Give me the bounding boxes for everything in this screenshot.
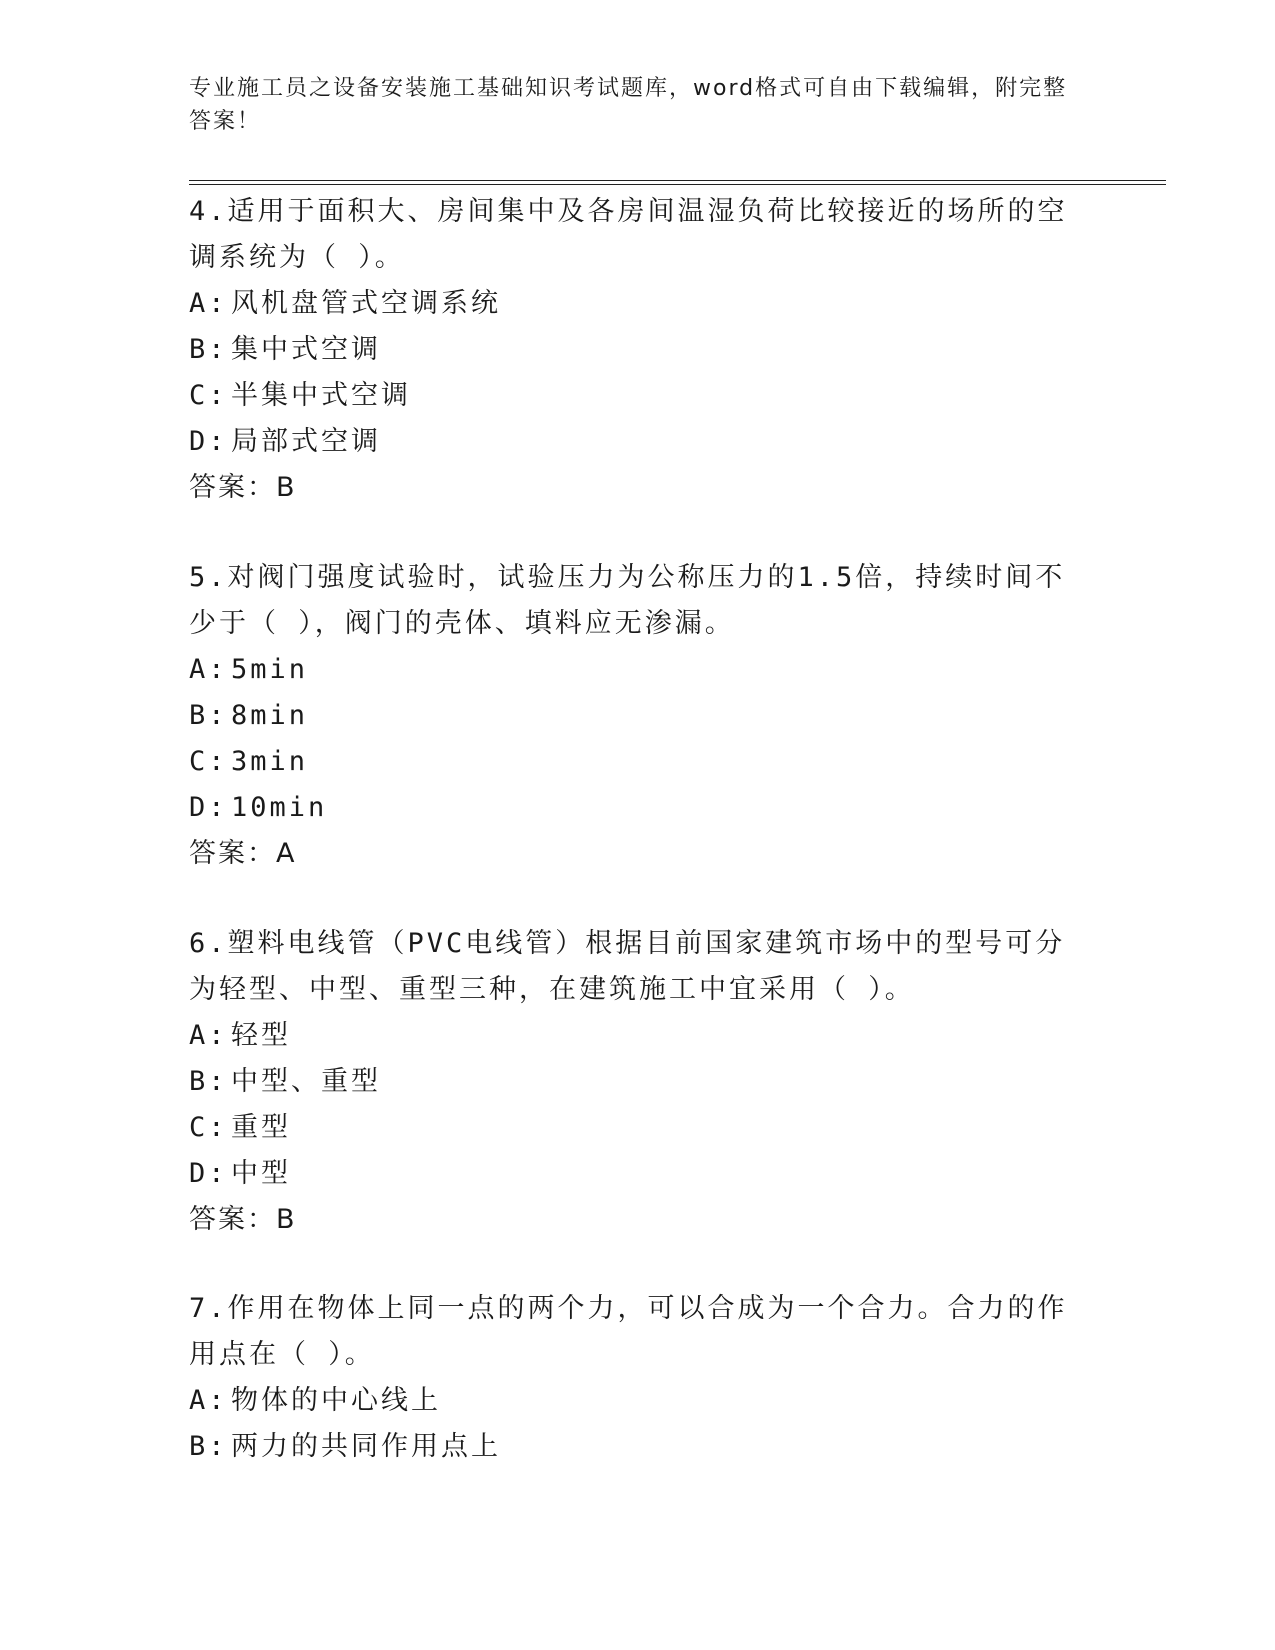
option-b [189, 327, 1089, 373]
option-text: 两力的共同作用点上 [231, 1431, 501, 1462]
option-d [189, 419, 1089, 465]
header-divider-bottom [189, 184, 1166, 185]
option-c [189, 1105, 1089, 1151]
question-4 [189, 189, 1089, 511]
option-letter: B: [189, 1066, 228, 1097]
option-letter: C: [189, 1112, 228, 1143]
header-divider-top [189, 180, 1166, 181]
question-6 [189, 921, 1089, 1243]
option-text: 半集中式空调 [231, 380, 411, 411]
answer-line: 答案：B [189, 472, 297, 503]
option-b [189, 1059, 1089, 1105]
option-letter: C: [189, 380, 228, 411]
question-stem: 6.塑料电线管（PVC电线管）根据目前国家建筑市场中的型号可分为轻型、中型、重型三种，在建筑施工中宜采用（ ）。 [189, 928, 1066, 1005]
question-5 [189, 555, 1089, 877]
option-text: 10min [231, 792, 328, 823]
option-text: 5min [231, 654, 309, 685]
option-letter: A: [189, 1385, 228, 1416]
option-d [189, 1151, 1089, 1197]
answer-line: 答案：B [189, 1204, 297, 1235]
option-a [189, 1378, 1089, 1424]
option-text: 集中式空调 [231, 334, 381, 365]
option-letter: B: [189, 1431, 228, 1462]
option-b [189, 1424, 1089, 1470]
option-letter: A: [189, 288, 228, 319]
question-stem: 5.对阀门强度试验时，试验压力为公称压力的1.5倍，持续时间不少于（ ），阀门的壳体、填料应无渗漏。 [189, 562, 1066, 639]
option-text: 风机盘管式空调系统 [231, 288, 501, 319]
option-letter: A: [189, 1020, 228, 1051]
question-stem: 7.作用在物体上同一点的两个力，可以合成为一个合力。合力的作用点在（ ）。 [189, 1293, 1068, 1370]
option-a [189, 281, 1089, 327]
option-letter: B: [189, 700, 228, 731]
document-header: 专业施工员之设备安装施工基础知识考试题库，word格式可自由下载编辑，附完整答案！ [189, 76, 1068, 134]
option-b [189, 693, 1089, 739]
option-text: 物体的中心线上 [231, 1385, 441, 1416]
option-c [189, 373, 1089, 419]
option-text: 中型 [231, 1158, 291, 1189]
option-text: 轻型 [231, 1020, 291, 1051]
option-text: 3min [231, 746, 309, 777]
option-d [189, 785, 1089, 831]
option-a [189, 647, 1089, 693]
option-letter: D: [189, 792, 228, 823]
option-text: 8min [231, 700, 309, 731]
option-letter: C: [189, 746, 228, 777]
option-a [189, 1013, 1089, 1059]
question-7 [189, 1286, 1089, 1470]
option-text: 中型、重型 [231, 1066, 381, 1097]
option-c [189, 739, 1089, 785]
option-text: 重型 [231, 1112, 291, 1143]
option-letter: D: [189, 1158, 228, 1189]
question-stem: 4.适用于面积大、房间集中及各房间温湿负荷比较接近的场所的空调系统为（ ）。 [189, 196, 1068, 273]
option-letter: D: [189, 426, 228, 457]
option-letter: B: [189, 334, 228, 365]
option-letter: A: [189, 654, 228, 685]
option-text: 局部式空调 [231, 426, 381, 457]
answer-line: 答案：A [189, 838, 297, 869]
